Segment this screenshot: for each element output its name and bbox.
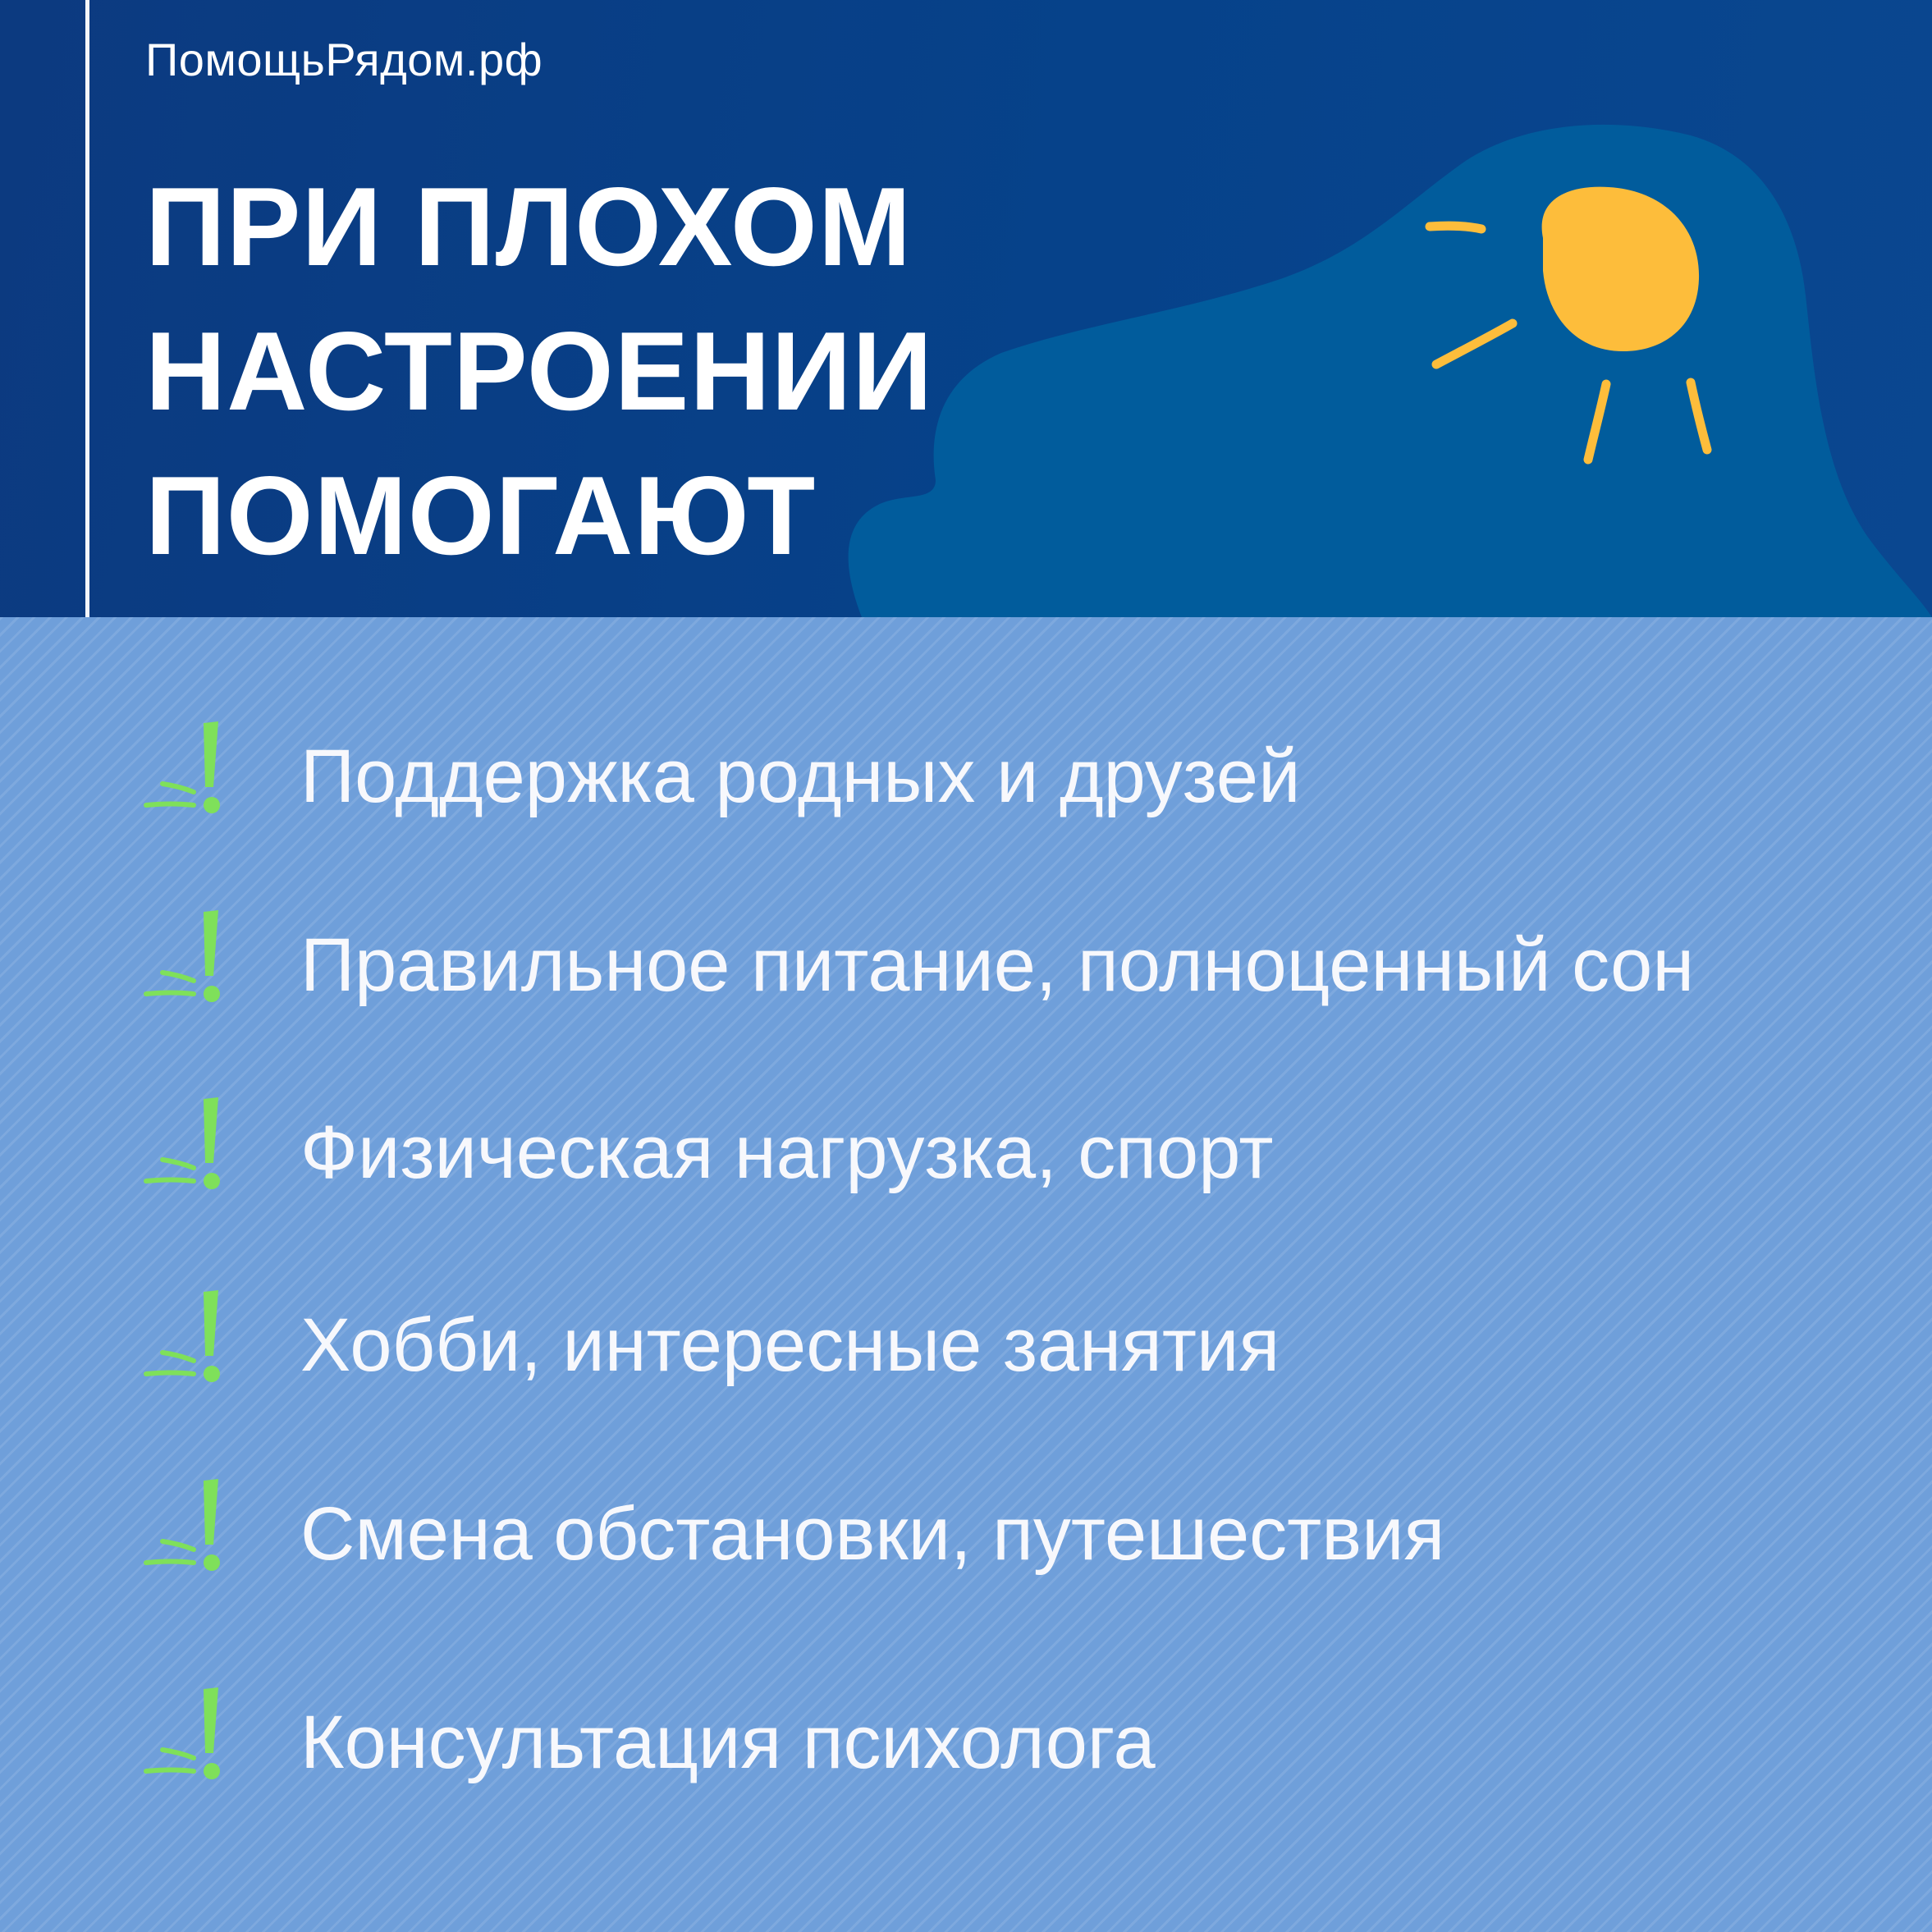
list-item-label: Хобби, интересные занятия [300, 1303, 1280, 1387]
list-item-label: Поддержка родных и друзей [300, 735, 1301, 818]
list-item [140, 720, 1863, 826]
list-item [140, 909, 1863, 1015]
exclamation-burst-icon [140, 1289, 246, 1395]
list-item [140, 1289, 1863, 1395]
title-line: НАСТРОЕНИИ [145, 309, 934, 433]
site-name: ПомощьРядом.рф [145, 34, 543, 85]
tips-panel [0, 617, 1932, 1932]
list-item-label: Смена обстановки, путешествия [300, 1492, 1445, 1576]
list-item-label: Консультация психолога [300, 1701, 1156, 1784]
header-banner [0, 0, 1932, 617]
cloud-blob [849, 125, 1932, 617]
vertical-divider [85, 0, 89, 617]
exclamation-burst-icon [140, 1477, 246, 1584]
page-title [145, 154, 933, 588]
exclamation-burst-icon [140, 1686, 246, 1792]
list-item-label: Физическая нагрузка, спорт [300, 1110, 1274, 1194]
list-item [140, 1477, 1863, 1584]
tips-list [0, 617, 1932, 1932]
list-item-label: Правильное питание, полноценный сон [300, 923, 1695, 1007]
exclamation-burst-icon [140, 720, 246, 826]
exclamation-burst-icon [140, 1096, 246, 1202]
list-item [140, 1096, 1863, 1202]
exclamation-burst-icon [140, 909, 246, 1015]
list-item [140, 1686, 1863, 1792]
title-line: ПОМОГАЮТ [145, 453, 817, 578]
title-line: ПРИ ПЛОХОМ [145, 164, 913, 289]
